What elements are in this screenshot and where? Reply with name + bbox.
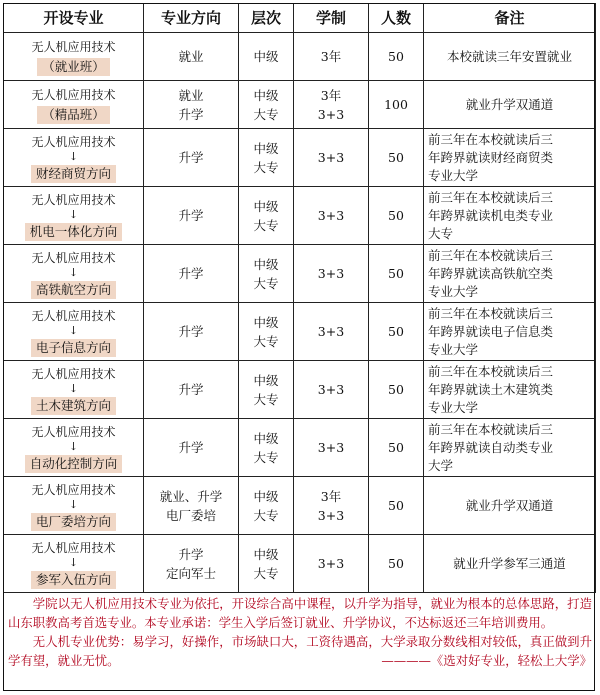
years-line: 3年 [320, 49, 342, 64]
track-label: 土木建筑方向 [31, 397, 116, 415]
level-line: 大专 [253, 159, 279, 175]
header-remark: 备注 [424, 4, 596, 33]
header-count: 人数 [369, 4, 424, 33]
years-line: 3+3 [317, 324, 345, 339]
major-name: 无人机应用技术 [31, 88, 116, 102]
years-line: 3+3 [317, 507, 345, 523]
remark-line: 就业升学双通道 [465, 96, 554, 112]
remark-line: 年跨界就读财经商贸类 [428, 149, 554, 165]
header-direction: 专业方向 [144, 4, 239, 33]
years-line: 3+3 [317, 106, 345, 122]
remark-line: 就业升学参军三通道 [453, 555, 566, 571]
remark-line: 专业大学 [428, 283, 479, 299]
note-paragraph-2 [8, 632, 592, 670]
count-cell: 50 [369, 303, 424, 361]
level-line: 大专 [253, 333, 279, 349]
level-line: 中级 [253, 140, 279, 156]
major-name: 无人机应用技术 [31, 251, 116, 265]
years-line: 3+3 [317, 440, 345, 455]
remark-line: 前三年在本校就读后三 [428, 363, 554, 379]
remark-line: 前三年在本校就读后三 [428, 131, 554, 147]
notes-section [8, 594, 592, 670]
track-label: 电子信息方向 [31, 339, 116, 357]
level-line: 中级 [253, 256, 279, 272]
direction-line: 升学 [178, 546, 204, 562]
count-cell: 50 [369, 187, 424, 245]
level-line: 大专 [253, 275, 279, 291]
level-line: 中级 [253, 488, 279, 504]
track-label: （精品班） [37, 106, 110, 124]
years-line: 3+3 [317, 556, 345, 571]
note-text-2: 无人机专业优势：易学习，好操作，市场缺口大，工资待遇高，大学录取分数线相对较低，真正做到升学有望，就业无忧。 [8, 634, 592, 668]
level-line: 大专 [253, 391, 279, 407]
count-cell: 50 [369, 361, 424, 419]
level-line: 大专 [253, 106, 279, 122]
major-name: 无人机应用技术 [31, 309, 116, 323]
direction-line: 升学 [178, 150, 204, 165]
remark-line: 年跨界就读机电类专业 [428, 207, 554, 223]
years-line: 3+3 [317, 266, 345, 281]
remark-line: 前三年在本校就读后三 [428, 247, 554, 263]
major-name: 无人机应用技术 [31, 483, 116, 497]
count-cell: 100 [369, 81, 424, 129]
track-label: 机电一体化方向 [25, 223, 123, 241]
count-cell: 50 [369, 419, 424, 477]
level-line: 大专 [253, 507, 279, 523]
major-name: 无人机应用技术 [31, 135, 116, 149]
years-line: 3年 [320, 87, 342, 103]
header-years: 学制 [294, 4, 369, 33]
down-arrow-icon: ↓ [68, 556, 79, 569]
remark-line: 专业大学 [428, 341, 479, 357]
remark-line: 年跨界就读高铁航空类 [428, 265, 554, 281]
direction-line: 升学 [178, 106, 204, 122]
remark-line: 年跨界就读电子信息类 [428, 323, 554, 339]
remark-line: 年跨界就读自动类专业 [428, 439, 554, 455]
level-line: 中级 [253, 430, 279, 446]
direction-line: 就业、升学 [159, 488, 223, 504]
direction-line: 升学 [178, 208, 204, 223]
remark-line: 本校就读三年安置就业 [446, 48, 572, 64]
down-arrow-icon: ↓ [68, 440, 79, 453]
down-arrow-icon: ↓ [68, 208, 79, 221]
count-cell: 50 [369, 245, 424, 303]
track-label: （就业班） [37, 58, 110, 76]
remark-line: 前三年在本校就读后三 [428, 421, 554, 437]
level-line: 中级 [253, 198, 279, 214]
slogan: ————《选对好专业，轻松上大学》 [381, 653, 592, 668]
outer-border [3, 3, 595, 691]
direction-line: 升学 [178, 440, 204, 455]
remark-line: 大学 [428, 457, 454, 473]
direction-line: 升学 [178, 382, 204, 397]
level-line: 大专 [253, 565, 279, 581]
direction-line: 升学 [178, 266, 204, 281]
major-name: 无人机应用技术 [31, 367, 116, 381]
down-arrow-icon: ↓ [68, 498, 79, 511]
down-arrow-icon: ↓ [68, 382, 79, 395]
remark-line: 年跨界就读土木建筑类 [428, 381, 554, 397]
down-arrow-icon: ↓ [68, 324, 79, 337]
level-line: 中级 [253, 87, 279, 103]
level-line: 大专 [253, 217, 279, 233]
remark-line: 就业升学双通道 [465, 497, 554, 513]
track-label: 自动化控制方向 [25, 455, 123, 473]
count-cell: 50 [369, 477, 424, 535]
major-name: 无人机应用技术 [31, 425, 116, 439]
header-level: 层次 [239, 4, 294, 33]
direction-line: 升学 [178, 324, 204, 339]
years-line: 3+3 [317, 150, 345, 165]
note-paragraph-1: 学院以无人机应用技术专业为依托，开设综合高中课程，以升学为指导，就业为根本的总体思路，打造山东职教高考首选专业。本专业承诺：学生入学后签订就业、升学协议，不达标返还三年培训费用。 [8, 596, 592, 630]
down-arrow-icon: ↓ [68, 266, 79, 279]
remark-line: 前三年在本校就读后三 [428, 305, 554, 321]
level-line: 中级 [253, 49, 279, 64]
level-line: 中级 [253, 314, 279, 330]
years-line: 3+3 [317, 382, 345, 397]
major-name: 无人机应用技术 [31, 541, 116, 555]
track-label: 参军入伍方向 [31, 571, 116, 589]
track-label: 电厂委培方向 [31, 513, 116, 531]
count-cell: 50 [369, 129, 424, 187]
header-major: 开设专业 [4, 4, 144, 33]
count-cell: 50 [369, 33, 424, 81]
remark-line: 大专 [428, 225, 454, 241]
remark-line: 前三年在本校就读后三 [428, 189, 554, 205]
direction-line: 就业 [178, 49, 204, 64]
major-name: 无人机应用技术 [31, 193, 116, 207]
level-line: 中级 [253, 546, 279, 562]
track-label: 财经商贸方向 [31, 165, 116, 183]
count-cell: 50 [369, 535, 424, 593]
years-line: 3年 [320, 488, 342, 504]
direction-line: 就业 [178, 87, 204, 103]
level-line: 中级 [253, 372, 279, 388]
years-line: 3+3 [317, 208, 345, 223]
major-name: 无人机应用技术 [31, 40, 116, 54]
direction-line: 电厂委培 [165, 507, 216, 523]
down-arrow-icon: ↓ [68, 150, 79, 163]
remark-line: 专业大学 [428, 399, 479, 415]
level-line: 大专 [253, 449, 279, 465]
remark-line: 专业大学 [428, 167, 479, 183]
direction-line: 定向军士 [165, 565, 216, 581]
track-label: 高铁航空方向 [31, 281, 116, 299]
